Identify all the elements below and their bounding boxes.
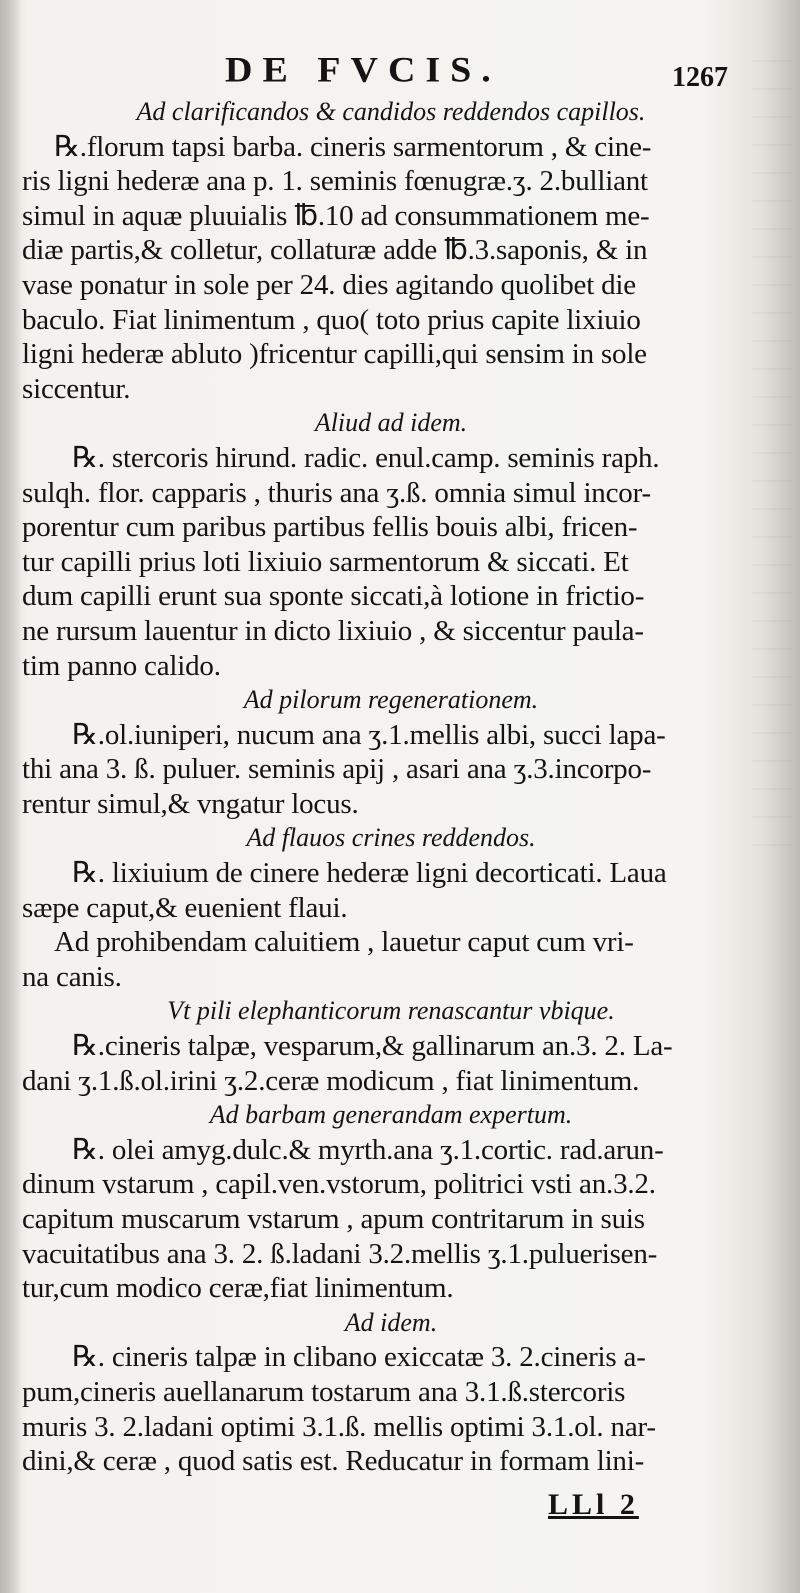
text-line: capitum muscarum vstarum , apum contritarum in suis [22,1203,645,1235]
text-line: vacuitatibus ana 3. 2. ß.ladani 3.2.mellis ʒ.1.puluerisen- [22,1237,658,1270]
text-line: ℞. stercoris hirund. radic. enul.camp. seminis raph. [72,441,660,474]
text-line: tur capilli prius loti lixiuio sarmentorum & siccati. Et [22,545,629,578]
text-line: vase ponatur in sole per 24. dies agitando quolibet die [22,268,636,301]
section-heading: Ad barbam generandam expertum. [209,1100,573,1130]
section-heading: Aliud ad idem. [314,408,468,438]
text-line: dinum vstarum , capil.ven.vstorum, politrici vsti an.3.2. [22,1168,656,1201]
text-line: ℞. cineris talpæ in clibano exiccatæ 3. 2.cineris a- [72,1341,646,1374]
text-line: siccentur. [22,372,131,405]
text-line: rentur simul,& vngatur locus. [22,787,359,820]
section-heading: Ad idem. [344,1307,438,1337]
text-line: sulqh. flor. capparis , thuris ana ʒ.ß. omnia simul incor- [22,476,651,509]
section-heading: Ad clarificandos & candidos reddendos capillos. [136,97,646,126]
text-line: porentur cum paribus partibus fellis bouis albi, fricen- [22,511,638,544]
section-heading: Ad flauos crines reddendos. [246,823,536,853]
text-line: ℞.cineris talpæ, vesparum,& gallinarum an.3. 2. La- [72,1030,673,1063]
text-line: pum,cineris auellanarum tostarum ana 3.1.ß.stercoris [22,1375,626,1408]
text-line: ligni hederæ abluto )fricentur capilli,qui sensim in sole [22,338,647,371]
text-line: baculo. Fiat linimentum , quo( toto prius capite lixiuio [22,303,641,336]
text-line: muris 3. 2.ladani optimi 3.1.ß. mellis optimi 3.1.ol. nar- [22,1410,656,1443]
gutter-shadow [0,0,22,1593]
text-line: tim panno calido. [22,649,221,682]
text-line: diæ partis,& colletur, collaturæ adde ℔.3.saponis, & in [22,234,648,267]
text-block [22,95,760,1479]
text-line: simul in aquæ pluuialis ℔.10 ad consummationem me- [22,199,650,232]
text-line: tur,cum modico ceræ,fiat linimentum. [22,1272,454,1305]
text-line: ℞.florum tapsi barba. cineris sarmentorum , & cine- [54,130,652,163]
text-line: sæpe caput,& euenient flaui. [22,891,348,924]
section-heading: Vt pili elephanticorum renascantur vbique. [167,996,615,1026]
page-number: 1267 [672,62,728,93]
section-heading: Ad pilorum regenerationem. [243,685,539,715]
text-line: Ad prohibendam caluitiem , lauetur caput cum vri- [54,926,634,959]
text-line: dani ʒ.1.ß.ol.irini ʒ.2.ceræ modicum , fiat linimentum. [22,1064,640,1097]
signature-mark: LLl 2 [548,1488,639,1521]
text-line: ne rursum lauentur in dicto lixiuio , & siccentur paula- [22,614,644,647]
text-line: dum capilli erunt sua sponte siccati,à lotione in frictio- [22,580,645,613]
text-line: ℞. lixiuium de cinere hederæ ligni decorticati. Laua [72,857,667,890]
text-line: dini,& ceræ , quod satis est. Reducatur in formam lini- [22,1445,645,1478]
text-line: ris ligni hederæ ana p. 1. seminis fœnugræ.ʒ. 2.bulliant [22,165,648,198]
text-line: ℞. olei amyg.dulc.& myrth.ana ʒ.1.cortic. rad.arun- [72,1133,664,1166]
text-line: na canis. [22,960,122,993]
text-line: ℞.ol.iuniperi, nucum ana ʒ.1.mellis albi, succi lapa- [72,718,666,751]
running-head: DE FVCIS. [225,50,501,90]
text-line: thi ana 3. ß. puluer. seminis apij , asari ana ʒ.3.incorpo- [22,753,652,786]
